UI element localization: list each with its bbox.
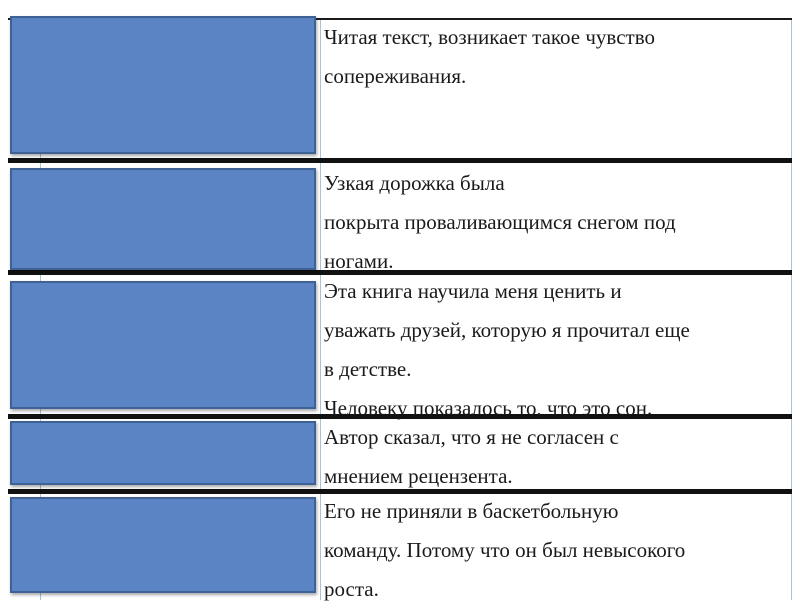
- sentence-line: покрыта проваливающимся снегом под: [324, 210, 676, 234]
- sentence-line: в детстве.: [324, 357, 412, 381]
- sentence-line: Эта книга научила меня ценить и: [324, 279, 622, 303]
- grid-line-middle: [320, 18, 321, 600]
- hidden-answer-card-5[interactable]: [10, 497, 316, 593]
- sentence-cell-5: [324, 492, 794, 609]
- sentence-line: Автор сказал, что я не согласен с: [324, 425, 619, 449]
- hidden-answer-card-1[interactable]: [10, 16, 316, 154]
- sentence-line: уважать друзей, которую я прочитал еще: [324, 318, 690, 342]
- hidden-answer-card-4[interactable]: [10, 421, 316, 485]
- sentence-cell-2: [324, 164, 794, 281]
- sentence-line: роста.: [324, 577, 379, 601]
- sentence-line: сопереживания.: [324, 64, 467, 88]
- row-border-1: [8, 158, 792, 163]
- sentence-line: Читая текст, возникает такое чувство: [324, 25, 655, 49]
- sentence-line: Его не приняли в баскетбольную: [324, 499, 619, 523]
- sentence-line: команду. Потому что он был невысокого: [324, 538, 686, 562]
- hidden-answer-card-2[interactable]: [10, 168, 316, 270]
- sentence-line: мнением рецензента.: [324, 464, 513, 488]
- sentence-cell-1: [324, 18, 794, 96]
- hidden-answer-card-3[interactable]: [10, 281, 316, 409]
- sentence-cell-4: [324, 418, 794, 496]
- sentence-line: Узкая дорожка была: [324, 171, 505, 195]
- sentence-line: Человеку показалось то, что это сон.: [324, 396, 653, 420]
- sentence-cell-3: [324, 272, 794, 428]
- sentence-line: ногами.: [324, 249, 394, 273]
